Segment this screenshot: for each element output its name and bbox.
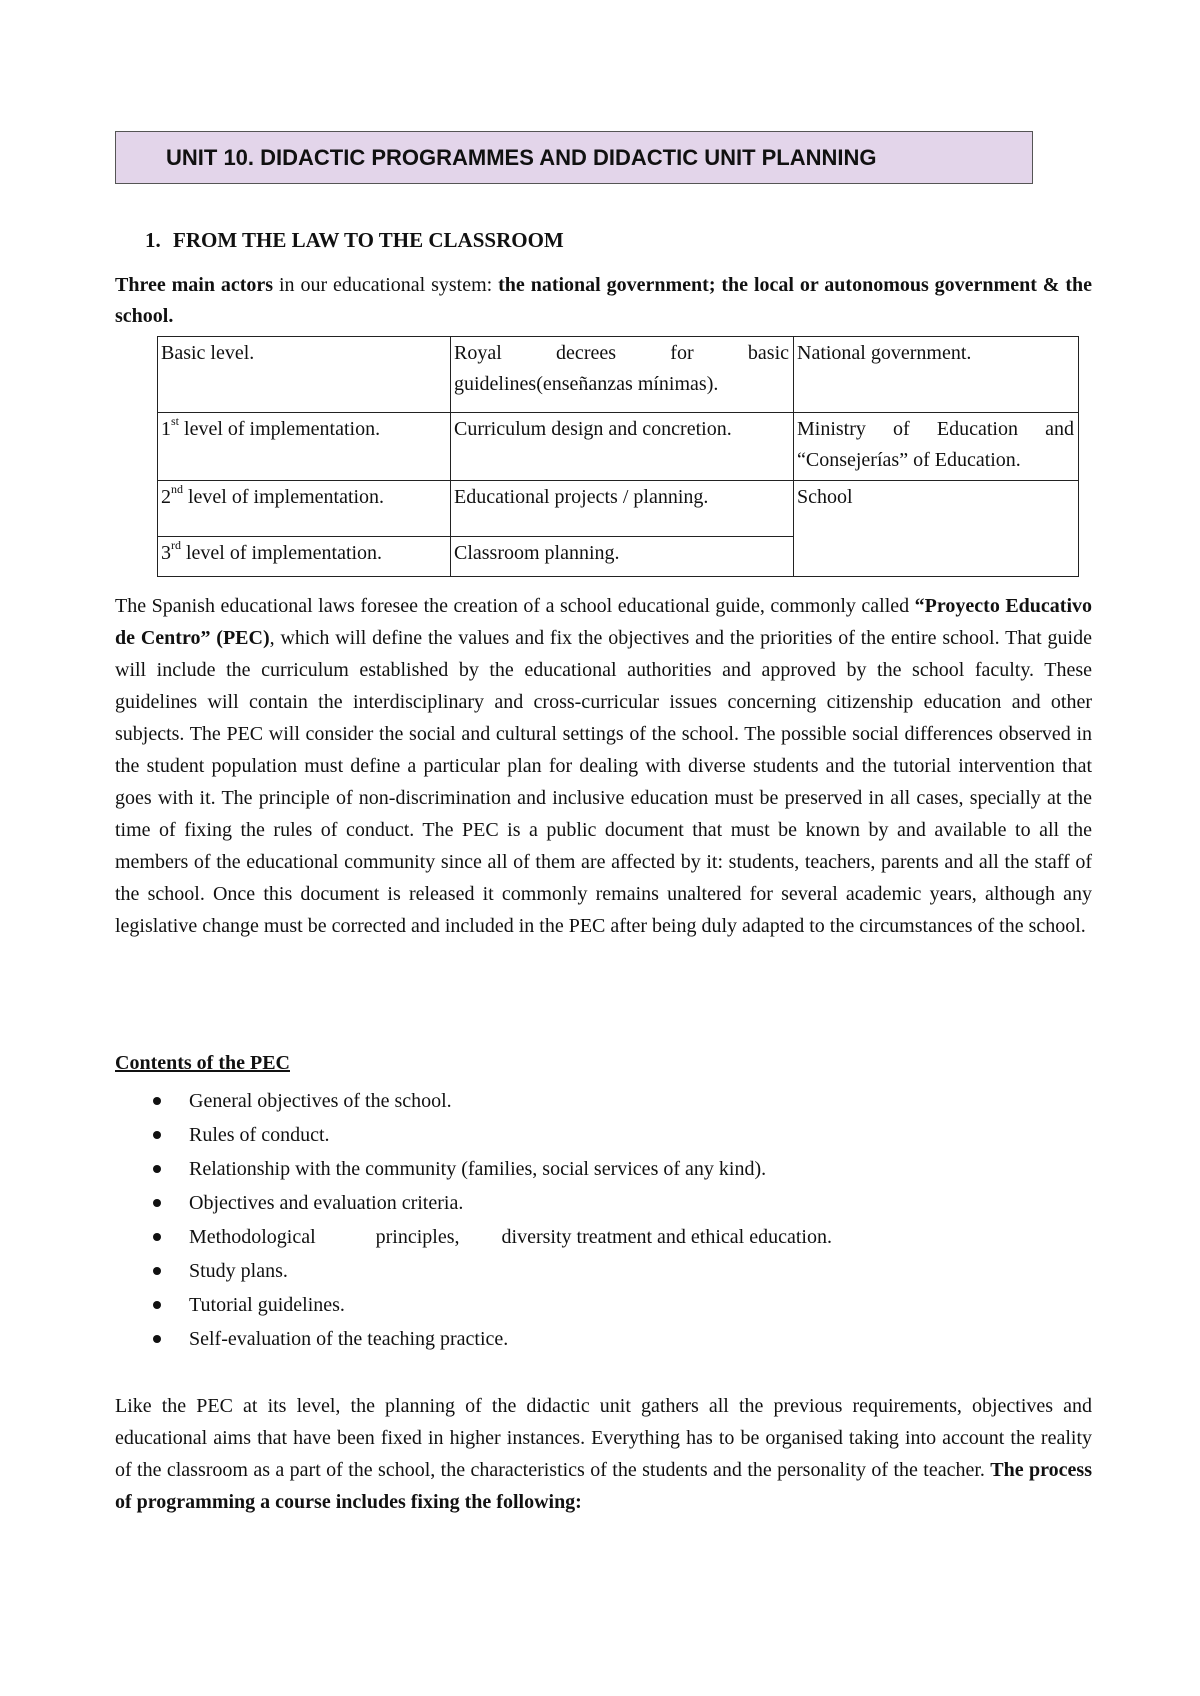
level-text: level of implementation. <box>179 418 381 440</box>
list-item-text: Self-evaluation of the teaching practice. <box>189 1328 509 1350</box>
list-item-text-c: diversity treatment and ethical education. <box>501 1226 832 1248</box>
actor-cell: National government. <box>794 337 1079 413</box>
level-cell <box>158 413 451 481</box>
list-item <box>115 1119 1092 1153</box>
document-cell: Educational projects / planning. <box>451 481 794 537</box>
bullet-icon <box>153 1199 161 1207</box>
level-ordinal: nd <box>171 482 183 497</box>
level-text: level of implementation. <box>183 486 385 508</box>
contents-heading: Contents of the PEC <box>115 1052 290 1074</box>
bullet-icon <box>153 1097 161 1105</box>
list-item <box>115 1289 1092 1323</box>
level-text: level of implementation. <box>181 542 383 564</box>
bullet-icon <box>153 1267 161 1275</box>
level-cell <box>158 481 451 537</box>
bullet-icon <box>153 1335 161 1343</box>
contents-list <box>115 1085 1092 1357</box>
pec-bold-name: “Proyecto Educativo de Centro” (PEC) <box>115 595 1093 649</box>
list-item <box>115 1255 1092 1289</box>
bullet-icon <box>153 1301 161 1309</box>
list-item-text: Relationship with the community (families, social services of any kind). <box>189 1158 767 1180</box>
closing-text: Like the PEC at its level, the planning of the didactic unit gathers all the previous requirements, objectives and educational aims that have been fixed in higher instances. Everything has to be organised taking into account the reality of the classroom as a part of the school, the characteristics of the students and the personality of the teacher. <box>115 1395 1092 1481</box>
implementation-levels-table <box>157 336 1079 577</box>
intro-normal: in our educational system: <box>273 274 499 296</box>
table-row <box>158 413 1079 481</box>
actor-cell: Ministry of Education and “Consejerías” of Education. <box>794 413 1079 481</box>
list-item <box>115 1085 1092 1119</box>
intro-bold-start: Three main actors <box>115 274 274 296</box>
list-item <box>115 1221 1092 1255</box>
closing-bold: The process of programming a course includes fixing the following: <box>115 1459 1092 1513</box>
intro-bold-end: the national government; the local or autonomous government & the school. <box>115 274 1092 327</box>
level-ordinal: rd <box>171 538 181 553</box>
bullet-icon <box>153 1165 161 1173</box>
closing-paragraph <box>115 1390 1092 1518</box>
list-item-text: Rules of conduct. <box>189 1124 330 1146</box>
section-number: 1. <box>145 228 161 252</box>
level-number: 1 <box>161 418 171 440</box>
actor-cell: School <box>794 481 1079 577</box>
list-item <box>115 1153 1092 1187</box>
level-ordinal: st <box>171 414 180 429</box>
unit-title: UNIT 10. DIDACTIC PROGRAMMES AND DIDACTIC UNIT PLANNING <box>166 144 877 170</box>
list-item <box>115 1323 1092 1357</box>
level-text: Basic level. <box>161 342 255 364</box>
bullet-icon <box>153 1131 161 1139</box>
table-row <box>158 337 1079 413</box>
intro-paragraph <box>115 270 1092 332</box>
document-cell: Royal decrees for basic guidelines(enseñanzas mínimas). <box>451 337 794 413</box>
document-cell: Curriculum design and concretion. <box>451 413 794 481</box>
list-item-text: Objectives and evaluation criteria. <box>189 1192 464 1214</box>
section-title: FROM THE LAW TO THE CLASSROOM <box>173 228 564 252</box>
list-item-text: General objectives of the school. <box>189 1090 452 1112</box>
list-item <box>115 1187 1092 1221</box>
pec-text-start: The Spanish educational laws foresee the creation of a school educational guide, commonly called <box>115 595 915 617</box>
level-number: 2 <box>161 486 171 508</box>
level-number: 3 <box>161 542 171 564</box>
level-cell <box>158 337 451 413</box>
list-item-text: Study plans. <box>189 1260 288 1282</box>
list-item-text-b: principles, <box>375 1226 460 1248</box>
list-item-text-a: Methodological <box>189 1226 316 1248</box>
list-item-text: Tutorial guidelines. <box>189 1294 345 1316</box>
bullet-icon <box>153 1233 161 1241</box>
unit-title-box <box>115 131 1033 184</box>
level-cell <box>158 537 451 577</box>
pec-text-rest: , which will define the values and fix the objectives and the priorities of the entire school. That guide will include the curriculum established by the educational authorities and approved by the school faculty. These guidelines will contain the interdisciplinary and cross-curricular issues concerning citizenship education and other subjects. The PEC will consider the social and cultural settings of the school. The possible social differences observed in the student population must define a particular plan for dealing with diverse students and the tutorial intervention that goes with it. The principle of non-discrimination and inclusive education must be preserved in all cases, specially at the time of fixing the rules of conduct. The PEC is a public document that must be known by and available to all the members of the educational community since all of them are affected by it: students, teachers, parents and all the staff of the school. Once this document is released it commonly remains unaltered for several academic years, although any legislative change must be corrected and included in the PEC after being duly adapted to the circumstances of the school. <box>115 627 1092 937</box>
pec-paragraph <box>115 590 1092 942</box>
document-cell: Classroom planning. <box>451 537 794 577</box>
table-row <box>158 481 1079 537</box>
